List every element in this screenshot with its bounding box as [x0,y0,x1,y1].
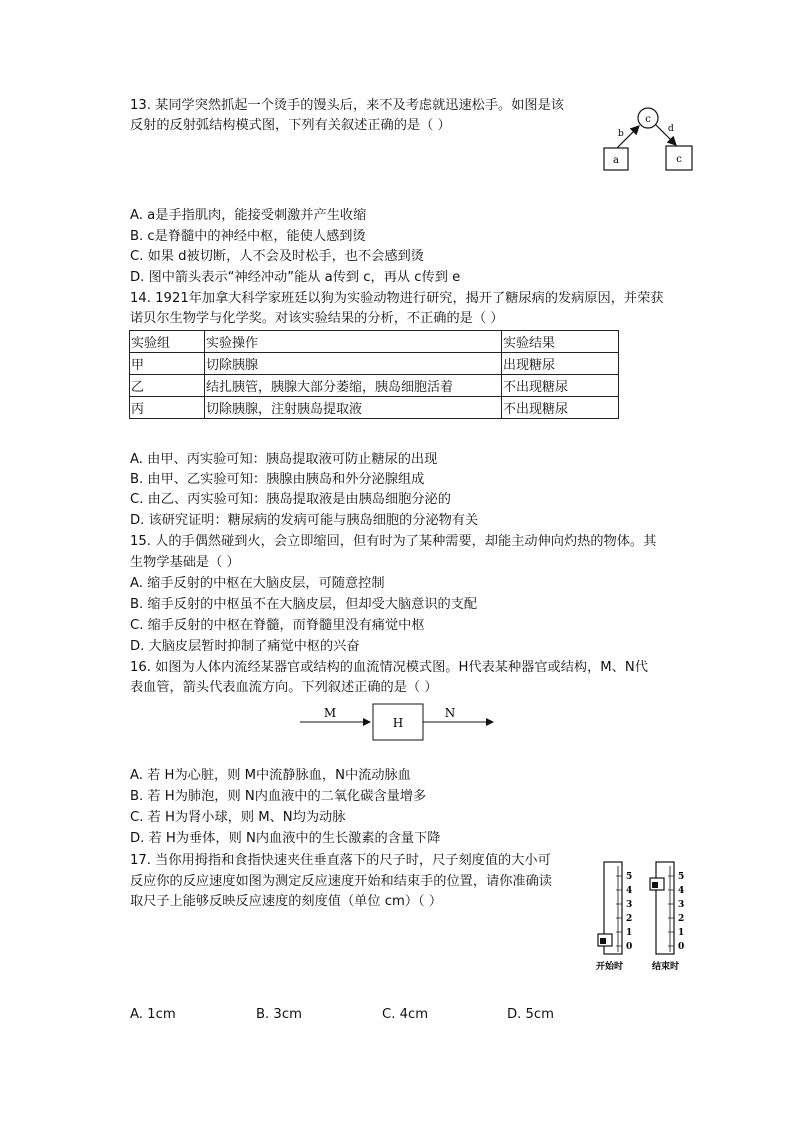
tick-0: 0 [626,942,633,952]
q14-option-c: C. 由乙、丙实验可知：胰岛提取液是由胰岛细胞分泌的 [130,492,451,507]
experiment-table [129,330,619,419]
table-cell: 出现糖尿 [502,353,619,375]
q15-option-b: B. 缩手反射的中枢虽不在大脑皮层，但却受大脑意识的支配 [130,597,478,612]
node-c-top-label: c [645,114,651,125]
table-cell: 不出现糖尿 [502,397,619,419]
q14-stem-line2: 诺贝尔生物学与化学奖。对该实验结果的分析，不正确的是（ ） [130,311,504,326]
q15-option-d: D. 大脑皮层暂时抑制了痛觉中枢的兴奋 [130,639,360,654]
tick-4: 4 [678,886,685,896]
table-header-cell: 实验结果 [502,331,619,353]
node-a-label: a [613,155,619,166]
tick-2: 2 [626,914,633,924]
node-c-box-label: c [676,154,682,165]
reflex-arc-diagram [600,104,700,176]
tick-3: 3 [626,900,633,910]
q16-option-d: D. 若 H为垂体，则 N内血液中的生长激素的含量下降 [130,831,441,846]
tick-2: 2 [678,914,685,924]
tick-1: 1 [678,928,685,938]
q17-stem-line1: 17. 当你用拇指和食指快速夹住垂直落下的尺子时，尺子刻度值的大小可 [130,853,551,868]
tick-5: 5 [678,872,685,882]
q17-option-b: B. 3cm [256,1007,302,1022]
blood-flow-diagram [298,702,498,744]
q16-stem-line2: 表血管，箭头代表血流方向。下列叙述正确的是（ ） [130,680,438,695]
q14-option-b: B. 由甲、乙实验可知：胰腺由胰岛和外分泌腺组成 [130,472,425,487]
tick-3: 3 [678,900,685,910]
table-header-cell: 实验操作 [205,331,502,353]
tick-0: 0 [678,942,685,952]
table-row [130,397,619,419]
table-header-cell: 实验组 [130,331,205,353]
table-row [130,375,619,397]
organ-h-label: H [392,716,404,730]
q13-option-d: D. 图中箭头表示“神经冲动”能从 a传到 c，再从 c传到 e [130,270,461,285]
table-cell: 结扎胰管，胰腺大部分萎缩，胰岛细胞活着 [205,375,502,397]
tick-5: 5 [626,872,633,882]
q16-option-c: C. 若 H为肾小球，则 M、N均为动脉 [130,810,346,825]
ruler-start [598,862,632,954]
q16-option-a: A. 若 H为心脏，则 M中流静脉血，N中流动脉血 [130,768,411,783]
q15-option-a: A. 缩手反射的中枢在大脑皮层，可随意控制 [130,576,385,591]
table-header-row [130,331,619,353]
table-cell: 乙 [130,375,205,397]
label-d: d [668,124,674,134]
q13-option-b: B. c是脊髓中的神经中枢，能使人感到烫 [130,229,366,244]
q14-stem-line1: 14. 1921年加拿大科学家班廷以狗为实验动物进行研究，揭开了糖尿病的发病原因，并荣获 [130,291,664,306]
vessel-n-label: N [444,706,456,720]
q17-option-d: D. 5cm [507,1007,555,1022]
label-b: b [618,129,624,139]
q13-stem-line1: 13. 某同学突然抓起一个烫手的馒头后，来不及考虑就迅速松手。如图是该 [130,98,564,113]
table-cell: 切除胰腺，注射胰岛提取液 [205,397,502,419]
q17-option-c: C. 4cm [382,1007,429,1022]
q14-option-a: A. 由甲、丙实验可知：胰岛提取液可防止糖尿的出现 [130,452,438,467]
table-row [130,353,619,375]
q17-option-a: A. 1cm [130,1007,176,1022]
q15-option-c: C. 缩手反射的中枢在脊髓，而脊髓里没有痛觉中枢 [130,618,425,633]
table-cell: 不出现糖尿 [502,375,619,397]
q17-stem-line3: 取尺子上能够反映反应速度的刻度值（单位 cm）（ ） [130,894,443,909]
tick-4: 4 [626,886,633,896]
q14-option-d: D. 该研究证明：糖尿病的发病可能与胰岛细胞的分泌物有关 [130,513,479,528]
q13-stem-line2: 反射的反射弧结构模式图，下列有关叙述正确的是（ ） [130,118,451,133]
q15-stem-line2: 生物学基础是（ ） [130,555,240,570]
q17-stem-line2: 反应你的反应速度如图为测定反应速度开始和结束手的位置，请你准确读 [130,874,552,889]
end-label: 结束时 [652,962,680,972]
ruler-end [650,862,684,954]
q13-option-a: A. a是手指肌肉，能接受刺激并产生收缩 [130,208,367,223]
table-cell: 切除胰腺 [205,353,502,375]
ruler-diagram [590,856,702,974]
table-cell: 甲 [130,353,205,375]
q15-stem-line1: 15. 人的手偶然碰到火，会立即缩回，但有时为了某种需要，却能主动伸向灼热的物体。其 [130,534,657,549]
vessel-m-label: M [323,706,337,720]
q16-stem-line1: 16. 如图为人体内流经某器官或结构的血流情况模式图。H代表某种器官或结构，M、N代 [130,660,648,675]
table-cell: 丙 [130,397,205,419]
q16-option-b: B. 若 H为肺泡，则 N内血液中的二氧化碳含量增多 [130,789,427,804]
q13-option-c: C. 如果 d被切断，人不会及时松手，也不会感到烫 [130,249,424,264]
start-label: 开始时 [596,962,624,972]
tick-1: 1 [626,928,633,938]
